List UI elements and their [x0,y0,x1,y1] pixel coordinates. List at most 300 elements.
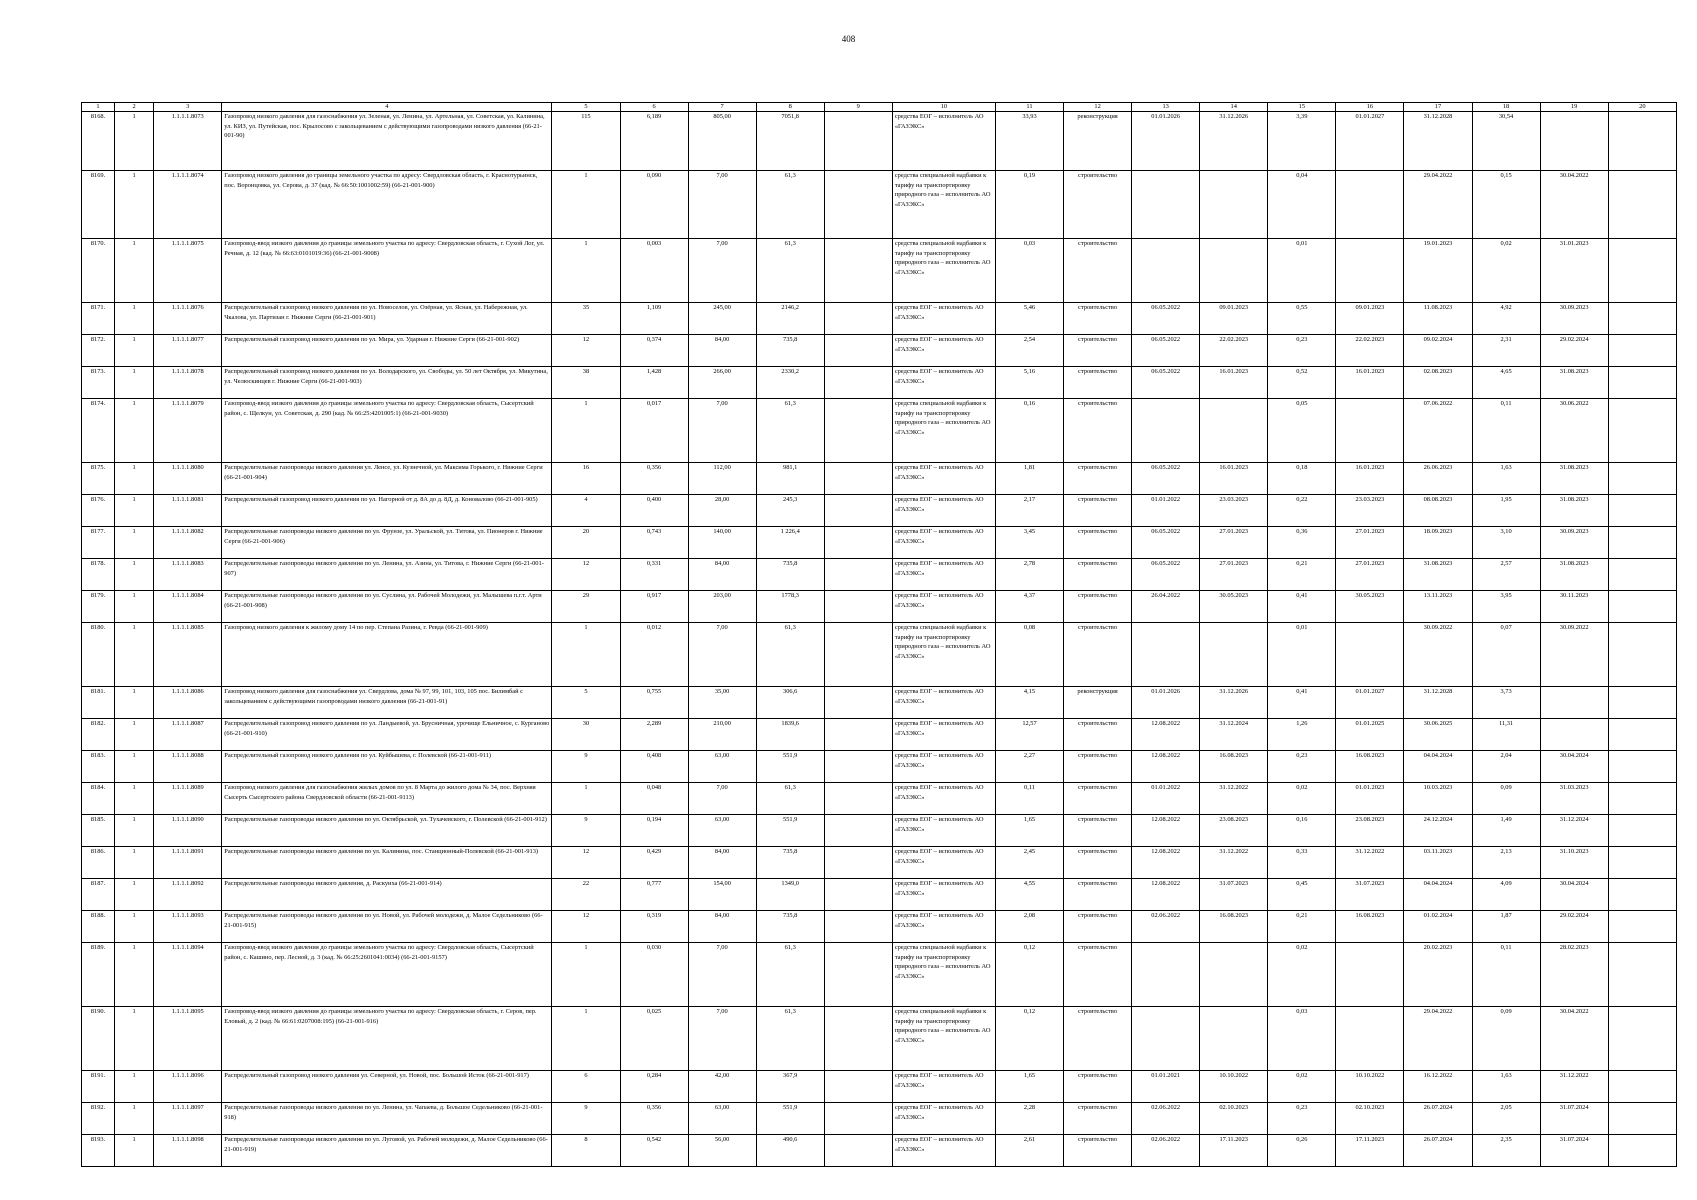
column-header-3: 3 [154,103,222,112]
table-cell-col-19 [1540,112,1608,171]
table-cell-col-10: средства ЕОГ – исполнитель АО «ГАЗЭКС» [892,559,995,591]
table-cell-col-9 [824,303,892,335]
table-cell-col-1: 8190. [82,1007,115,1071]
table-cell-col-13: 02.06.2022 [1132,911,1200,943]
column-header-20: 20 [1608,103,1676,112]
table-cell-col-17: 04.04.2024 [1404,751,1472,783]
table-cell-col-18: 2,13 [1472,847,1540,879]
table-cell-col-5: 12 [552,847,620,879]
table-cell-col-4: Распределительный газопровод низкого давления ул. Северной, ул. Новой, пос. Большой Исток (66-21-001-917) [222,1071,552,1103]
table-cell-col-20 [1608,495,1676,527]
table-cell-col-3: 1.1.1.1.8080 [154,463,222,495]
table-body [82,112,1677,1167]
table-cell-col-20 [1608,463,1676,495]
table-cell-col-18: 0,07 [1472,623,1540,687]
table-cell-col-13 [1132,171,1200,239]
table-cell-col-4: Распределительные газопроводы низкого давления ул. Ленсе, ул. Кузнечной, ул. Максима Горького, г. Нижние Серги (66-21-001-904) [222,463,552,495]
table-cell-col-2: 1 [115,623,154,687]
table-cell-col-11: 1,65 [995,815,1063,847]
table-cell-col-4: Газопровод низкого давления для газоснабжения жилых домов по ул. 8 Марта до жилого дома № 34, пос. Верхняя Сысерть Сысертского района Свердловской области (66-21-001-9113) [222,783,552,815]
table-cell-col-8: 61,3 [756,399,824,463]
table-cell-col-11: 1,65 [995,1071,1063,1103]
table-cell-col-19: 31.12.2022 [1540,1071,1608,1103]
table-cell-col-8: 551,9 [756,751,824,783]
table-cell-col-12: строительство [1064,527,1132,559]
table-cell-col-12: строительство [1064,463,1132,495]
table-cell-col-2: 1 [115,463,154,495]
table-cell-col-4: Распределительный газопровод низкого давления по ул. Володарского, ул. Свободы, ул. 50 лет Октября, ул. Микутина, ул. Челюскинцев г. Нижние Серги (66-21-001-903) [222,367,552,399]
column-header-5: 5 [552,103,620,112]
table-cell-col-6: 0,356 [620,1103,688,1135]
table-cell-col-7: 42,00 [688,1071,756,1103]
table-cell-col-13: 06.05.2022 [1132,367,1200,399]
table-cell-col-11: 0,12 [995,943,1063,1007]
table-cell-col-15: 0,45 [1268,879,1336,911]
table-cell-col-12: строительство [1064,1071,1132,1103]
table-cell-col-6: 0,003 [620,239,688,303]
column-header-19: 19 [1540,103,1608,112]
table-cell-col-2: 1 [115,527,154,559]
table-cell-col-10: средства ЕОГ – исполнитель АО «ГАЗЭКС» [892,719,995,751]
table-cell-col-17: 29.04.2022 [1404,1007,1472,1071]
table-cell-col-3: 1.1.1.1.8097 [154,1103,222,1135]
table-cell-col-6: 0,030 [620,943,688,1007]
table-cell-col-13: 12.08.2022 [1132,847,1200,879]
table-cell-col-1: 8189. [82,943,115,1007]
table-row [82,943,1677,1007]
table-cell-col-20 [1608,751,1676,783]
table-cell-col-13: 01.01.2022 [1132,495,1200,527]
table-cell-col-9 [824,623,892,687]
table-cell-col-11: 0,19 [995,171,1063,239]
table-cell-col-4: Газопровод низкого давления для газоснабжения ул. Свердлова, дома № 97, 99, 101, 103, 105 пос. Билимбай с закольцеванием с действующими газопроводами низкого давления (66-21-001-91) [222,687,552,719]
table-cell-col-18: 2,04 [1472,751,1540,783]
table-cell-col-17: 24.12.2024 [1404,815,1472,847]
table-cell-col-15: 0,33 [1268,847,1336,879]
table-cell-col-19: 30.04.2022 [1540,171,1608,239]
table-cell-col-15: 0,22 [1268,495,1336,527]
table-row [82,335,1677,367]
table-cell-col-6: 0,777 [620,879,688,911]
table-cell-col-9 [824,719,892,751]
table-cell-col-18: 2,05 [1472,1103,1540,1135]
table-cell-col-8: 306,6 [756,687,824,719]
table-cell-col-8: 61,3 [756,943,824,1007]
table-cell-col-1: 8173. [82,367,115,399]
table-cell-col-9 [824,239,892,303]
table-cell-col-14: 17.11.2023 [1200,1135,1268,1167]
table-cell-col-18: 2,57 [1472,559,1540,591]
table-cell-col-18: 1,87 [1472,911,1540,943]
table-cell-col-18: 3,10 [1472,527,1540,559]
table-cell-col-20 [1608,112,1676,171]
table-row [82,495,1677,527]
table-cell-col-17: 04.04.2024 [1404,879,1472,911]
table-cell-col-3: 1.1.1.1.8082 [154,527,222,559]
table-cell-col-19: 31.08.2023 [1540,559,1608,591]
table-cell-col-5: 1 [552,783,620,815]
table-cell-col-11: 2,61 [995,1135,1063,1167]
table-cell-col-19: 31.12.2024 [1540,815,1608,847]
table-cell-col-6: 0,743 [620,527,688,559]
table-cell-col-1: 8171. [82,303,115,335]
table-cell-col-7: 84,00 [688,559,756,591]
table-cell-col-7: 7,00 [688,399,756,463]
table-cell-col-13: 01.01.2026 [1132,112,1200,171]
table-cell-col-16 [1336,943,1404,1007]
table-cell-col-12: строительство [1064,495,1132,527]
table-cell-col-14: 22.02.2023 [1200,335,1268,367]
table-row [82,687,1677,719]
table-cell-col-14: 02.10.2023 [1200,1103,1268,1135]
table-cell-col-2: 1 [115,1071,154,1103]
table-row [82,815,1677,847]
table-cell-col-15: 0,21 [1268,559,1336,591]
table-cell-col-11: 2,17 [995,495,1063,527]
table-cell-col-14: 09.01.2023 [1200,303,1268,335]
table-cell-col-8: 61,3 [756,623,824,687]
table-cell-col-14: 16.01.2023 [1200,463,1268,495]
column-header-9: 9 [824,103,892,112]
table-cell-col-20 [1608,879,1676,911]
table-cell-col-19: 31.10.2023 [1540,847,1608,879]
table-cell-col-16: 01.01.2023 [1336,783,1404,815]
table-cell-col-2: 1 [115,943,154,1007]
table-cell-col-12: строительство [1064,719,1132,751]
table-cell-col-6: 0,194 [620,815,688,847]
table-cell-col-2: 1 [115,719,154,751]
table-cell-col-18: 2,31 [1472,335,1540,367]
table-cell-col-13: 26.04.2022 [1132,591,1200,623]
table-cell-col-15: 0,23 [1268,1103,1336,1135]
table-row [82,463,1677,495]
table-row [82,1007,1677,1071]
table-cell-col-2: 1 [115,591,154,623]
table-cell-col-4: Газопровод-ввод низкого давления до границы земельного участка по адресу: Свердловская область, г. Сухой Лог, ул. Речная, д. 12 (кад. № 66:63:0101019:36) (66-21-001-9008) [222,239,552,303]
table-cell-col-16: 31.12.2022 [1336,847,1404,879]
table-cell-col-12: строительство [1064,783,1132,815]
table-cell-col-7: 63,00 [688,815,756,847]
table-cell-col-19: 31.08.2023 [1540,495,1608,527]
table-cell-col-5: 35 [552,303,620,335]
table-cell-col-20 [1608,943,1676,1007]
table-cell-col-14 [1200,399,1268,463]
table-cell-col-3: 1.1.1.1.8091 [154,847,222,879]
table-cell-col-11: 2,54 [995,335,1063,367]
table-cell-col-16 [1336,1007,1404,1071]
table-cell-col-19: 30.09.2023 [1540,303,1608,335]
table-cell-col-3: 1.1.1.1.8095 [154,1007,222,1071]
table-cell-col-20 [1608,399,1676,463]
table-cell-col-16: 02.10.2023 [1336,1103,1404,1135]
table-cell-col-12: строительство [1064,847,1132,879]
column-header-18: 18 [1472,103,1540,112]
table-cell-col-8: 981,1 [756,463,824,495]
table-cell-col-8: 7051,8 [756,112,824,171]
table-cell-col-12: строительство [1064,1135,1132,1167]
table-cell-col-7: 63,00 [688,751,756,783]
table-cell-col-17: 31.12.2028 [1404,687,1472,719]
table-cell-col-13: 01.01.2026 [1132,687,1200,719]
table-cell-col-19: 28.02.2023 [1540,943,1608,1007]
table-cell-col-16 [1336,239,1404,303]
table-cell-col-11: 0,16 [995,399,1063,463]
table-cell-col-11: 2,78 [995,559,1063,591]
table-cell-col-7: 805,00 [688,112,756,171]
table-cell-col-5: 30 [552,719,620,751]
table-cell-col-20 [1608,1071,1676,1103]
table-cell-col-13: 06.05.2022 [1132,303,1200,335]
table-cell-col-3: 1.1.1.1.8092 [154,879,222,911]
table-cell-col-10: средства ЕОГ – исполнитель АО «ГАЗЭКС» [892,815,995,847]
table-cell-col-14 [1200,1007,1268,1071]
table-cell-col-3: 1.1.1.1.8075 [154,239,222,303]
table-cell-col-7: 28,00 [688,495,756,527]
table-row [82,1071,1677,1103]
table-row [82,751,1677,783]
column-header-7: 7 [688,103,756,112]
table-cell-col-3: 1.1.1.1.8087 [154,719,222,751]
table-cell-col-1: 8193. [82,1135,115,1167]
table-cell-col-6: 0,429 [620,847,688,879]
table-cell-col-2: 1 [115,559,154,591]
table-cell-col-4: Распределительные газопроводы низкого давления по ул. Октябрьской, ул. Тухачевского, г. Полевской (66-21-001-912) [222,815,552,847]
table-cell-col-19 [1540,687,1608,719]
table-cell-col-10: средства ЕОГ – исполнитель АО «ГАЗЭКС» [892,1071,995,1103]
table-cell-col-13: 01.01.2021 [1132,1071,1200,1103]
table-cell-col-12: строительство [1064,943,1132,1007]
table-cell-col-8: 2330,2 [756,367,824,399]
table-cell-col-15: 0,52 [1268,367,1336,399]
table-cell-col-1: 8172. [82,335,115,367]
table-cell-col-15: 0,02 [1268,783,1336,815]
table-cell-col-5: 9 [552,1103,620,1135]
table-cell-col-17: 30.06.2025 [1404,719,1472,751]
table-cell-col-7: 7,00 [688,943,756,1007]
table-cell-col-4: Газопровод низкого давления для газоснабжения ул. Зеленая, ул. Ленина, ул. Артельная, ул. Советская, ул. Калинина, ул. КИЗ, ул. Путейская, пос. Крылосово с закольцеванием с действующими газопроводами низкого давления (66-21-001-90) [222,112,552,171]
table-cell-col-1: 8177. [82,527,115,559]
table-cell-col-2: 1 [115,1007,154,1071]
table-cell-col-8: 1839,6 [756,719,824,751]
table-cell-col-3: 1.1.1.1.8098 [154,1135,222,1167]
table-cell-col-4: Распределительный газопровод низкого давления по ул. Нагорной от д. 8А до д. 8Д, д. Коновалово (66-21-001-905) [222,495,552,527]
table-cell-col-14: 23.08.2023 [1200,815,1268,847]
table-cell-col-4: Распределительные газопроводы низкого давления по ул. Новой, ул. Рабочей молодежи, д. Малое Седельниково (66-21-001-915) [222,911,552,943]
table-cell-col-18: 30,54 [1472,112,1540,171]
table-cell-col-18: 2,35 [1472,1135,1540,1167]
table-cell-col-7: 245,00 [688,303,756,335]
table-cell-col-9 [824,335,892,367]
table-cell-col-10: средства ЕОГ – исполнитель АО «ГАЗЭКС» [892,783,995,815]
table-cell-col-9 [824,1103,892,1135]
table-row [82,367,1677,399]
table-cell-col-12: строительство [1064,399,1132,463]
table-cell-col-3: 1.1.1.1.8085 [154,623,222,687]
table-cell-col-5: 6 [552,1071,620,1103]
table-cell-col-2: 1 [115,367,154,399]
table-cell-col-15: 0,02 [1268,1071,1336,1103]
column-header-13: 13 [1132,103,1200,112]
table-row [82,623,1677,687]
table-cell-col-2: 1 [115,687,154,719]
table-cell-col-20 [1608,783,1676,815]
table-cell-col-2: 1 [115,239,154,303]
table-cell-col-16: 01.01.2025 [1336,719,1404,751]
table-row [82,171,1677,239]
table-cell-col-3: 1.1.1.1.8084 [154,591,222,623]
table-cell-col-3: 1.1.1.1.8088 [154,751,222,783]
table-row [82,559,1677,591]
table-cell-col-9 [824,527,892,559]
table-cell-col-10: средства специальной надбавки к тарифу на транспортировку природного газа – исполнитель АО «ГАЗЭКС» [892,399,995,463]
table-cell-col-11: 5,16 [995,367,1063,399]
table-cell-col-6: 0,319 [620,911,688,943]
column-header-4: 4 [222,103,552,112]
table-cell-col-16: 01.01.2027 [1336,687,1404,719]
table-cell-col-17: 31.08.2023 [1404,559,1472,591]
table-cell-col-13: 12.08.2022 [1132,719,1200,751]
table-cell-col-7: 7,00 [688,171,756,239]
data-table [81,102,1677,1167]
table-cell-col-5: 1 [552,399,620,463]
table-cell-col-1: 8179. [82,591,115,623]
table-cell-col-4: Распределительные газопроводы низкого давления по ул. Суслина, ул. Рабочей Молодежи, ул. Малышева п.г.т. Арти (66-21-001-908) [222,591,552,623]
column-header-14: 14 [1200,103,1268,112]
table-cell-col-3: 1.1.1.1.8090 [154,815,222,847]
table-cell-col-9 [824,171,892,239]
table-cell-col-6: 0,048 [620,783,688,815]
table-cell-col-3: 1.1.1.1.8086 [154,687,222,719]
table-cell-col-17: 20.02.2023 [1404,943,1472,1007]
table-cell-col-6: 6,189 [620,112,688,171]
table-cell-col-8: 2146,2 [756,303,824,335]
table-cell-col-5: 9 [552,815,620,847]
table-cell-col-1: 8191. [82,1071,115,1103]
table-cell-col-13 [1132,239,1200,303]
table-cell-col-4: Распределительные газопроводы низкого давления по ул. Фрунзе, ул. Уральской, ул. Титова, ул. Пионеров г. Нижние Серги (66-21-001-906) [222,527,552,559]
table-cell-col-18: 0,11 [1472,943,1540,1007]
table-cell-col-16: 30.05.2023 [1336,591,1404,623]
table-cell-col-5: 20 [552,527,620,559]
table-cell-col-12: строительство [1064,879,1132,911]
table-row [82,239,1677,303]
table-cell-col-17: 10.03.2023 [1404,783,1472,815]
table-cell-col-9 [824,495,892,527]
table-cell-col-9 [824,1135,892,1167]
table-cell-col-16: 22.02.2023 [1336,335,1404,367]
table-cell-col-16: 09.01.2023 [1336,303,1404,335]
table-cell-col-15: 0,01 [1268,623,1336,687]
table-cell-col-4: Распределительные газопроводы низкого давления, д. Раскуиха (66-21-001-914) [222,879,552,911]
table-cell-col-5: 4 [552,495,620,527]
table-cell-col-8: 61,3 [756,239,824,303]
table-cell-col-18: 0,09 [1472,1007,1540,1071]
table-cell-col-1: 8178. [82,559,115,591]
table-cell-col-10: средства ЕОГ – исполнитель АО «ГАЗЭКС» [892,687,995,719]
table-cell-col-14 [1200,239,1268,303]
table-cell-col-11: 2,28 [995,1103,1063,1135]
table-cell-col-8: 1349,0 [756,879,824,911]
table-cell-col-11: 33,93 [995,112,1063,171]
table-cell-col-14: 30.05.2023 [1200,591,1268,623]
table-cell-col-17: 11.08.2023 [1404,303,1472,335]
table-row [82,527,1677,559]
table-cell-col-18: 0,11 [1472,399,1540,463]
table-cell-col-4: Распределительный газопровод низкого давления по ул. Ландыевой, ул. Брусничная, урочище Ельничное, с. Курганово (66-21-001-910) [222,719,552,751]
table-cell-col-17: 07.06.2022 [1404,399,1472,463]
table-cell-col-14: 23.03.2023 [1200,495,1268,527]
table-cell-col-12: строительство [1064,1103,1132,1135]
table-cell-col-20 [1608,815,1676,847]
table-cell-col-10: средства специальной надбавки к тарифу на транспортировку природного газа – исполнитель АО «ГАЗЭКС» [892,623,995,687]
table-cell-col-12: строительство [1064,367,1132,399]
table-cell-col-18: 0,15 [1472,171,1540,239]
table-cell-col-3: 1.1.1.1.8078 [154,367,222,399]
table-cell-col-13 [1132,943,1200,1007]
table-cell-col-1: 8168. [82,112,115,171]
table-cell-col-8: 551,9 [756,815,824,847]
table-cell-col-8: 735,8 [756,911,824,943]
table-cell-col-3: 1.1.1.1.8089 [154,783,222,815]
table-cell-col-9 [824,463,892,495]
table-cell-col-5: 12 [552,559,620,591]
table-cell-col-16: 16.08.2023 [1336,911,1404,943]
table-cell-col-19: 31.07.2024 [1540,1135,1608,1167]
table-cell-col-2: 1 [115,112,154,171]
table-cell-col-1: 8175. [82,463,115,495]
table-cell-col-19: 30.09.2022 [1540,623,1608,687]
table-cell-col-18: 4,09 [1472,879,1540,911]
table-cell-col-19: 29.02.2024 [1540,911,1608,943]
table-cell-col-6: 0,025 [620,1007,688,1071]
table-row [82,112,1677,171]
table-cell-col-3: 1.1.1.1.8081 [154,495,222,527]
table-cell-col-1: 8174. [82,399,115,463]
table-cell-col-7: 84,00 [688,335,756,367]
table-cell-col-15: 0,04 [1268,171,1336,239]
table-cell-col-5: 9 [552,751,620,783]
table-cell-col-15: 0,26 [1268,1135,1336,1167]
table-cell-col-8: 61,3 [756,1007,824,1071]
table-cell-col-11: 4,15 [995,687,1063,719]
table-cell-col-19 [1540,719,1608,751]
table-cell-col-16: 23.08.2023 [1336,815,1404,847]
table-cell-col-10: средства ЕОГ – исполнитель АО «ГАЗЭКС» [892,751,995,783]
table-cell-col-20 [1608,239,1676,303]
table-cell-col-15: 0,02 [1268,943,1336,1007]
table-cell-col-19: 31.08.2023 [1540,367,1608,399]
table-cell-col-2: 1 [115,303,154,335]
table-cell-col-9 [824,559,892,591]
table-cell-col-16 [1336,399,1404,463]
table-cell-col-5: 5 [552,687,620,719]
table-cell-col-10: средства ЕОГ – исполнитель АО «ГАЗЭКС» [892,335,995,367]
table-cell-col-13: 12.08.2022 [1132,879,1200,911]
column-header-15: 15 [1268,103,1336,112]
table-cell-col-13 [1132,623,1200,687]
table-cell-col-12: строительство [1064,751,1132,783]
table-cell-col-4: Распределительные газопроводы низкого давления по ул. Калинина, пос. Станционный-Полевской (66-21-001-913) [222,847,552,879]
page-number: 408 [841,34,856,44]
table-cell-col-5: 1 [552,623,620,687]
column-header-row [82,103,1677,112]
table-cell-col-18: 1,49 [1472,815,1540,847]
table-cell-col-16: 16.08.2023 [1336,751,1404,783]
table-cell-col-15: 0,41 [1268,687,1336,719]
table-cell-col-4: Газопровод-ввод низкого давления до границы земельного участка по адресу: Свердловская область, Сысертский район, с. Щелкун, ул. Советская, д. 290 (кад. № 66:25:4201005:1) (66-21-001-9030) [222,399,552,463]
table-cell-col-19: 30.11.2023 [1540,591,1608,623]
table-cell-col-1: 8188. [82,911,115,943]
